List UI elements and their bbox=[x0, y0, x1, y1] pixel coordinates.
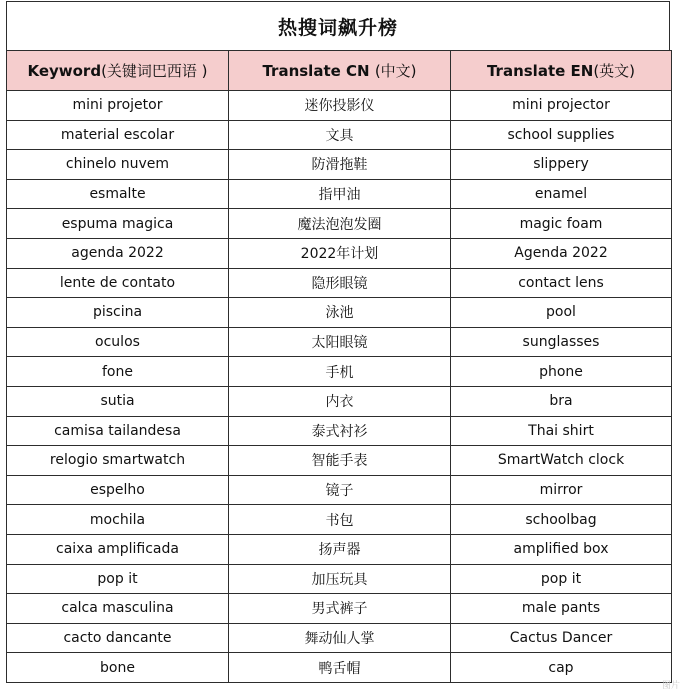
table-title-bar bbox=[6, 1, 670, 50]
translate-cn-cell: 鸭舌帽 bbox=[229, 653, 451, 683]
table-row bbox=[7, 534, 672, 564]
translate-en-cell: phone bbox=[451, 357, 672, 387]
column-header-translate-en bbox=[451, 51, 672, 91]
keyword-cell: mini projetor bbox=[7, 91, 229, 121]
keyword-cell: piscina bbox=[7, 298, 229, 328]
translate-en-cell: magic foam bbox=[451, 209, 672, 239]
translate-cn-cell: 书包 bbox=[229, 505, 451, 535]
translate-cn-cell: 指甲油 bbox=[229, 179, 451, 209]
table-row bbox=[7, 623, 672, 653]
translate-cn-cell: 文具 bbox=[229, 120, 451, 150]
table-row bbox=[7, 209, 672, 239]
translate-en-cell: SmartWatch clock bbox=[451, 446, 672, 476]
keyword-table bbox=[6, 50, 672, 683]
column-header-sub: (中文) bbox=[374, 62, 417, 80]
table-row bbox=[7, 357, 672, 387]
keyword-cell: bone bbox=[7, 653, 229, 683]
keyword-cell: pop it bbox=[7, 564, 229, 594]
table-row bbox=[7, 179, 672, 209]
translate-cn-cell: 太阳眼镜 bbox=[229, 327, 451, 357]
keyword-cell: chinelo nuvem bbox=[7, 150, 229, 180]
table-row bbox=[7, 446, 672, 476]
translate-cn-cell: 迷你投影仪 bbox=[229, 91, 451, 121]
keyword-cell: agenda 2022 bbox=[7, 238, 229, 268]
translate-en-cell: slippery bbox=[451, 150, 672, 180]
translate-en-cell: Agenda 2022 bbox=[451, 238, 672, 268]
column-header-sub: (关键词巴西语 ) bbox=[101, 62, 208, 80]
translate-en-cell: mini projector bbox=[451, 91, 672, 121]
keyword-cell: material escolar bbox=[7, 120, 229, 150]
translate-en-cell: mirror bbox=[451, 475, 672, 505]
table-row bbox=[7, 475, 672, 505]
translate-cn-cell: 扬声器 bbox=[229, 534, 451, 564]
column-header-main: Translate CN bbox=[262, 62, 370, 80]
translate-cn-cell: 镜子 bbox=[229, 475, 451, 505]
translate-cn-cell: 舞动仙人掌 bbox=[229, 623, 451, 653]
translate-en-cell: Cactus Dancer bbox=[451, 623, 672, 653]
keyword-cell: sutia bbox=[7, 386, 229, 416]
keyword-cell: lente de contato bbox=[7, 268, 229, 298]
keyword-cell: espelho bbox=[7, 475, 229, 505]
table-row bbox=[7, 564, 672, 594]
keyword-cell: oculos bbox=[7, 327, 229, 357]
translate-cn-cell: 泰式衬衫 bbox=[229, 416, 451, 446]
column-header-translate-cn bbox=[229, 51, 451, 91]
column-header-sub: (英文) bbox=[593, 62, 636, 80]
keyword-cell: calca masculina bbox=[7, 594, 229, 624]
translate-cn-cell: 防滑拖鞋 bbox=[229, 150, 451, 180]
watermark-text: 图片 bbox=[661, 681, 680, 691]
translate-cn-cell: 魔法泡泡发圈 bbox=[229, 209, 451, 239]
translate-en-cell: enamel bbox=[451, 179, 672, 209]
table-row bbox=[7, 268, 672, 298]
translate-en-cell: cap bbox=[451, 653, 672, 683]
table-row bbox=[7, 505, 672, 535]
table-row bbox=[7, 327, 672, 357]
translate-cn-cell: 加压玩具 bbox=[229, 564, 451, 594]
translate-cn-cell: 2022年计划 bbox=[229, 238, 451, 268]
translate-en-cell: sunglasses bbox=[451, 327, 672, 357]
translate-cn-cell: 内衣 bbox=[229, 386, 451, 416]
header-row bbox=[7, 51, 672, 91]
table-row bbox=[7, 120, 672, 150]
table-row bbox=[7, 594, 672, 624]
translate-cn-cell: 智能手表 bbox=[229, 446, 451, 476]
table-row bbox=[7, 386, 672, 416]
column-header-keyword bbox=[7, 51, 229, 91]
keyword-cell: fone bbox=[7, 357, 229, 387]
translate-en-cell: Thai shirt bbox=[451, 416, 672, 446]
column-header-main: Keyword bbox=[27, 62, 102, 80]
keyword-cell: esmalte bbox=[7, 179, 229, 209]
translate-en-cell: school supplies bbox=[451, 120, 672, 150]
table-row bbox=[7, 238, 672, 268]
table-row bbox=[7, 653, 672, 683]
translate-en-cell: schoolbag bbox=[451, 505, 672, 535]
keyword-cell: mochila bbox=[7, 505, 229, 535]
column-header-main: Translate EN bbox=[486, 62, 594, 80]
translate-cn-cell: 男式裤子 bbox=[229, 594, 451, 624]
keyword-cell: camisa tailandesa bbox=[7, 416, 229, 446]
translate-cn-cell: 泳池 bbox=[229, 298, 451, 328]
translate-cn-cell: 手机 bbox=[229, 357, 451, 387]
keyword-cell: caixa amplificada bbox=[7, 534, 229, 564]
translate-en-cell: pool bbox=[451, 298, 672, 328]
table-title: 热搜词飙升榜 bbox=[277, 16, 398, 39]
table-row bbox=[7, 150, 672, 180]
keyword-cell: cacto dancante bbox=[7, 623, 229, 653]
translate-en-cell: contact lens bbox=[451, 268, 672, 298]
translate-en-cell: amplified box bbox=[451, 534, 672, 564]
translate-en-cell: pop it bbox=[451, 564, 672, 594]
translate-en-cell: male pants bbox=[451, 594, 672, 624]
table-row bbox=[7, 91, 672, 121]
keyword-cell: espuma magica bbox=[7, 209, 229, 239]
translate-cn-cell: 隐形眼镜 bbox=[229, 268, 451, 298]
table-row bbox=[7, 298, 672, 328]
table-row bbox=[7, 416, 672, 446]
keyword-cell: relogio smartwatch bbox=[7, 446, 229, 476]
translate-en-cell: bra bbox=[451, 386, 672, 416]
